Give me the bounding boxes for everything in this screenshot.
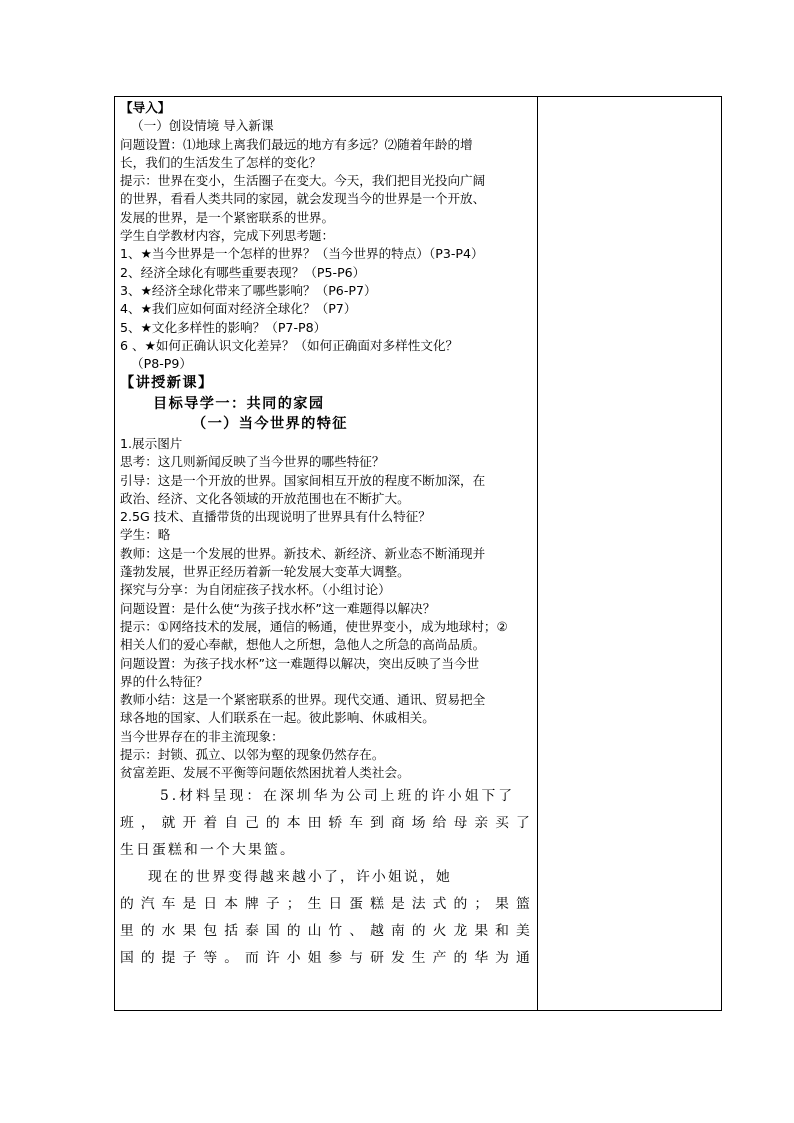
material-line: 里的水果包括泰国的山竹、越南的火龙果和美 (120, 922, 532, 939)
task-item: 3、★经济全球化带来了哪些影响？（P6-P7） (120, 282, 377, 298)
task-item: 2、经济全球化有哪些重要表现？（P5-P6） (120, 264, 366, 280)
material-line: 国的提子等。而许小姐参与研发生产的华为通 (120, 949, 532, 966)
teach-heading: 【讲授新课】 (120, 375, 214, 392)
material-line: 5.材料呈现：在深圳华为公司上班的许小姐下了 (160, 787, 516, 804)
paragraph: 当今世界存在的非主流现象： (120, 728, 284, 744)
task-item: 5、★文化多样性的影响？（P7-P8） (120, 319, 327, 335)
question-line: 问题设置：⑴地球上离我们最远的地方有多远？⑵随着年龄的增 (120, 136, 473, 152)
paragraph: 相关人们的爱心奉献，想他人之所想，急他人之所急的高尚品质。 (120, 637, 486, 653)
lesson-content-cell (120, 99, 532, 972)
self-study-instruction: 学生自学教材内容，完成下列思考题： (120, 228, 335, 244)
paragraph: 蓬勃发展，世界正经历着新一轮发展大变革大调整。 (120, 564, 410, 580)
paragraph: 提示：①网络技术的发展，通信的畅通，使世界变小，成为地球村；② (120, 618, 508, 634)
lesson-plan-table (114, 96, 722, 1011)
hint-line: 的世界，看看人类共同的家园，就会发现当今的世界是一个开放、 (120, 191, 486, 207)
task-item: 4、★我们应如何面对经济全球化？（P7） (120, 301, 357, 317)
paragraph: 学生：略 (120, 527, 171, 543)
paragraph: 思考：这几则新闻反映了当今世界的哪些特征？ (120, 454, 385, 470)
paragraph: 提示：封锁、孤立、以邻为壑的现象仍然存在。 (120, 747, 385, 762)
paragraph: 问题设置：为孩子找水杯”这一难题得以解决，突出反映了当今世 (120, 655, 480, 671)
task-item-continued: （P8-P9） (131, 356, 192, 372)
hint-line: 提示：世界在变小，生活圈子在变大。今天，我们把目光投向广阔 (120, 173, 486, 189)
hint-line: 发展的世界，是一个紧密联系的世界。 (120, 209, 335, 225)
paragraph: 政治、经济、文化各领域的开放范围也在不断扩大。 (120, 490, 410, 506)
paragraph: 引导：这是一个开放的世界。国家间相互开放的程度不断加深，在 (120, 472, 486, 488)
notes-cell (538, 97, 721, 1010)
intro-subheading: （一）创设情境 导入新课 (131, 118, 274, 134)
material-line: 现在的世界变得越来越小了，许小姐说，她 (148, 868, 452, 885)
paragraph: 2.5G 技术、直播带货的出现说明了世界具有什么特征？ (120, 509, 431, 525)
paragraph: 1.展示图片 (120, 435, 183, 451)
paragraph: 问题设置：是什么使“为孩子找水杯”这一难题得以解决？ (120, 600, 436, 616)
feature-heading: （一）当今世界的特征 (192, 416, 348, 433)
material-line: 的汽车是日本牌子；生日蛋糕是法式的；果篮 (120, 895, 532, 912)
intro-heading: 【导入】 (120, 100, 171, 115)
material-passage (120, 783, 532, 972)
material-line: 生日蛋糕和一个大果篮。 (120, 841, 296, 858)
paragraph: 探究与分享：为自闭症孩子找水杯。（小组讨论） (120, 582, 391, 598)
question-line: 长，我们的生活发生了怎样的变化？ (120, 154, 322, 170)
paragraph: 教师小结：这是一个紧密联系的世界。现代交通、通讯、贸易把全 (120, 692, 486, 708)
paragraph: 教师：这是一个发展的世界。新技术、新经济、新业态不断涌现并 (120, 545, 486, 561)
task-item: 6 、★如何正确认识文化差异？（如何正确面对多样性文化？ (120, 337, 459, 353)
goal-heading: 目标导学一：共同的家园 (153, 395, 325, 412)
paragraph: 贫富差距、发展不平衡等问题依然困扰着人类社会。 (120, 765, 410, 781)
material-line: 班，就开着自己的本田轿车到商场给母亲买了 (120, 814, 532, 831)
paragraph: 球各地的国家、人们联系在一起。彼此影响、休戚相关。 (120, 710, 435, 726)
task-item: 1、★当今世界是一个怎样的世界？（当今世界的特点）（P3-P4） (120, 246, 484, 262)
paragraph: 界的什么特征？ (120, 673, 209, 689)
